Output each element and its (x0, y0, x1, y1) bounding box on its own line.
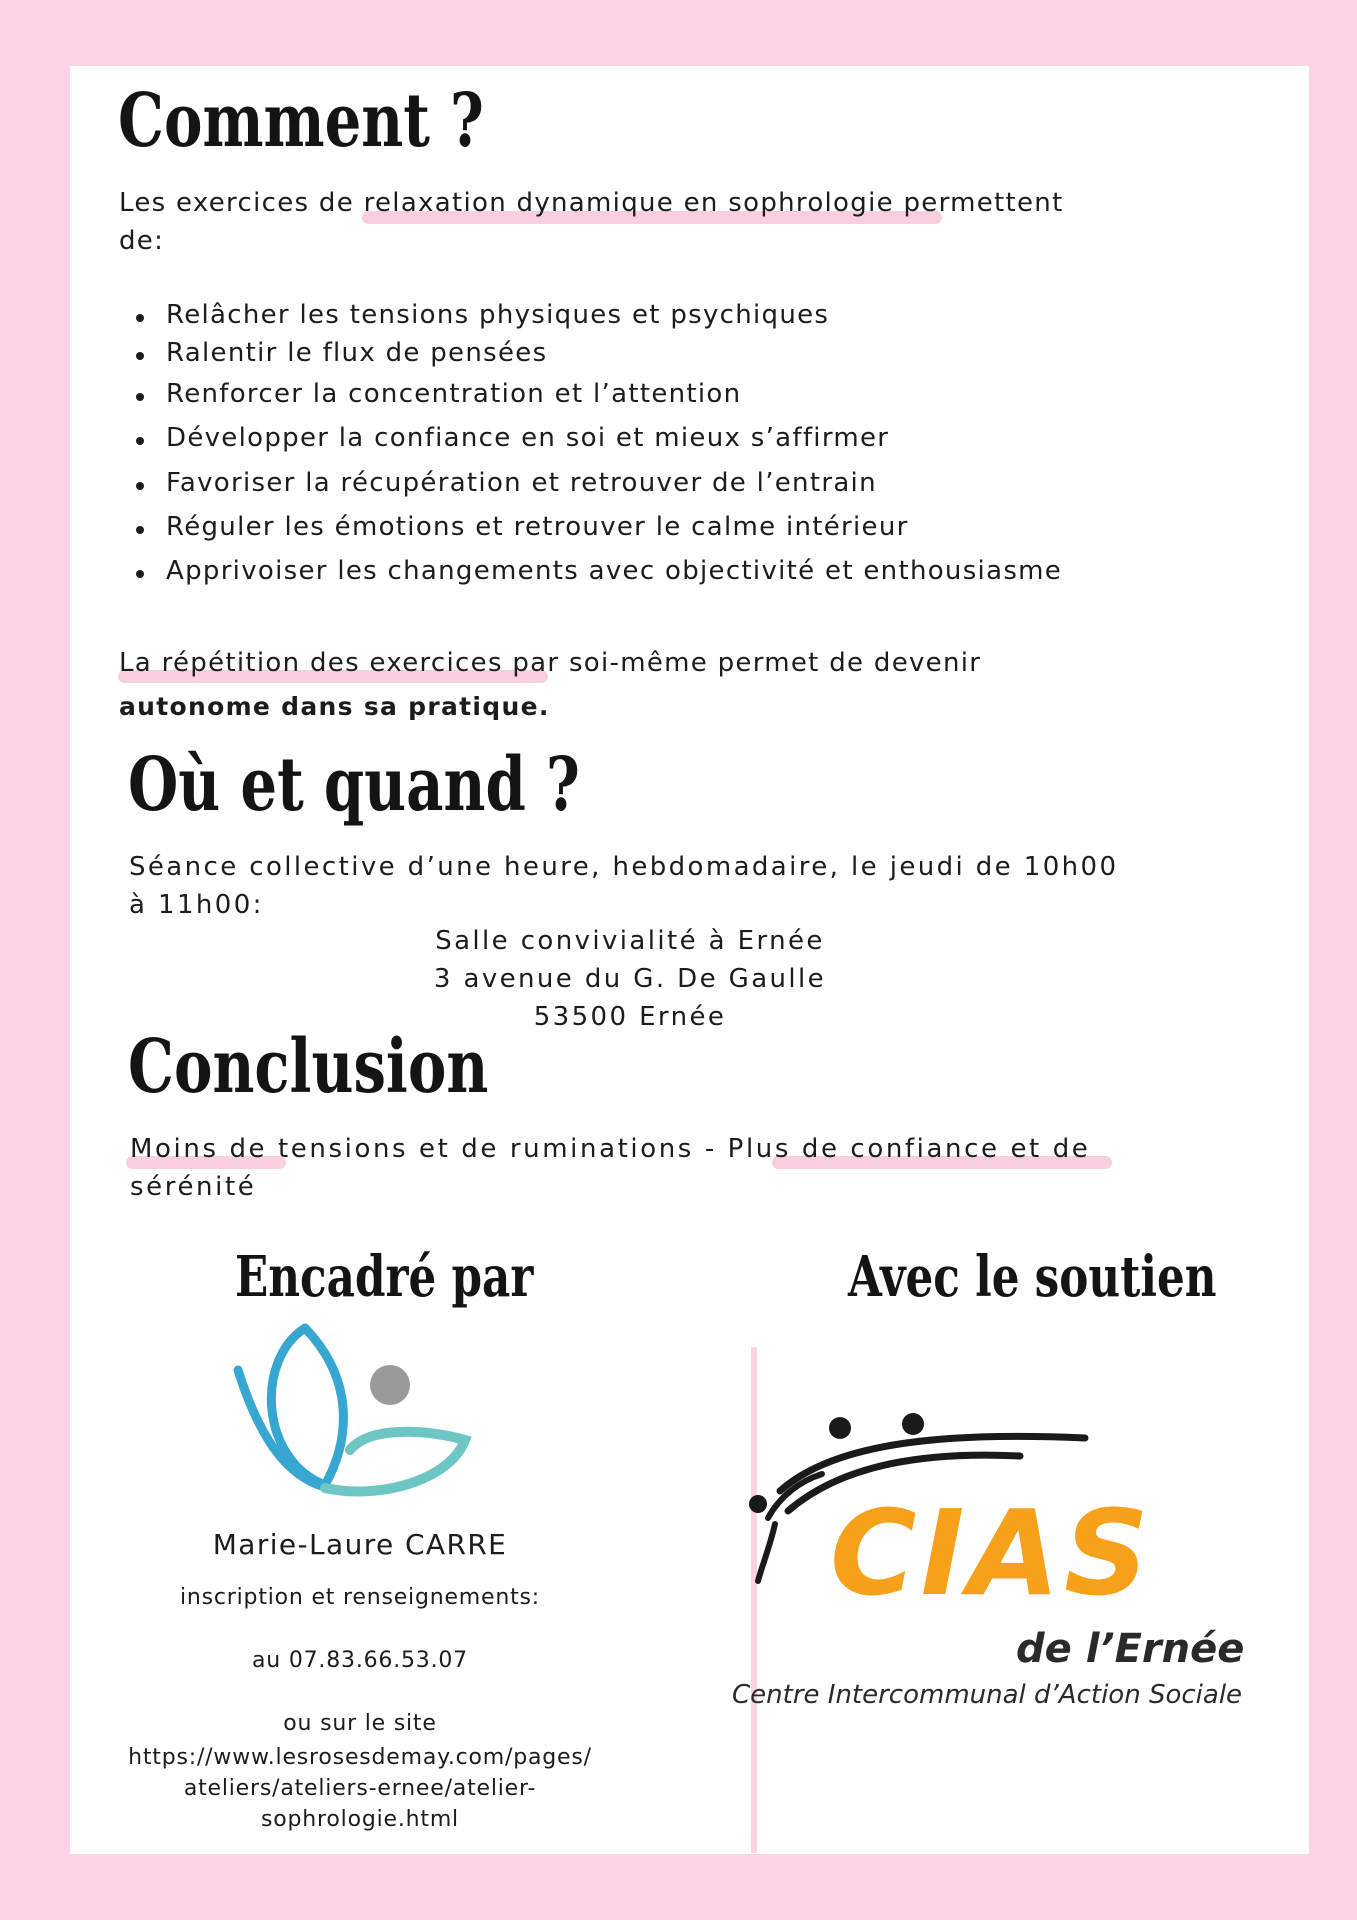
list-item: Favoriser la récupération et retrouver de l’entrain (166, 468, 877, 498)
where-when-heading: Où et quand ? (128, 742, 580, 828)
cias-logo-text: CIAS (830, 1484, 1153, 1622)
comment-intro (119, 184, 1064, 222)
schedule-line1: Séance collective d’une heure, hebdomadaire, le jeudi de 10h00 (129, 852, 1119, 882)
cias-logo-sub: de l’Ernée (1016, 1626, 1245, 1672)
address-block (420, 922, 840, 1036)
schedule-line2: à 11h00: (129, 890, 264, 920)
cias-caption: Centre Intercommunal d’Action Sociale (732, 1680, 1243, 1710)
comment-heading: Comment ? (118, 78, 484, 164)
repetition-line2: autonome dans sa pratique. (119, 692, 550, 721)
figure-head-icon (902, 1413, 924, 1435)
logo-wing-icon (238, 1370, 340, 1490)
address-line: 3 avenue du G. De Gaulle (433, 964, 827, 994)
intro-line2: de: (119, 226, 165, 256)
support-heading: Avec le soutien (848, 1244, 1217, 1310)
list-item: Réguler les émotions et retrouver le calme intérieur (166, 512, 909, 542)
supervised-heading: Encadré par (235, 1244, 534, 1310)
url-line[interactable]: https://www.lesrosesdemay.com/pages/ (128, 1745, 592, 1770)
intro-before: Les exercices de (119, 188, 354, 218)
list-item: Développer la confiance en soi et mieux s’affirmer (166, 423, 890, 453)
url-line[interactable]: ateliers/ateliers-ernee/atelier- (183, 1776, 537, 1801)
figure-head-icon (829, 1417, 851, 1439)
info-label: inscription et renseignements: (179, 1585, 541, 1610)
phone-number: au 07.83.66.53.07 (252, 1648, 468, 1673)
list-item: Relâcher les tensions physiques et psychiques (166, 300, 830, 330)
address-line: 53500 Ernée (533, 1002, 727, 1032)
address-line: Salle convivialité à Ernée (435, 926, 825, 956)
repetition-line1: La répétition des exercices par soi-même permet de devenir (119, 648, 982, 678)
conclusion-line1: Moins de tensions et de ruminations - Plus de confiance et de (130, 1134, 1091, 1164)
site-label: ou sur le site (283, 1711, 437, 1736)
supervisor-name: Marie-Laure CARRE (212, 1528, 508, 1561)
figure-leg-icon (758, 1524, 775, 1581)
intro-after: permettent (903, 188, 1064, 218)
intro-highlight: relaxation dynamique en sophrologie (363, 188, 894, 218)
logo-head-icon (370, 1365, 410, 1405)
butterfly-logo (230, 1320, 480, 1500)
list-item: Ralentir le flux de pensées (166, 338, 548, 368)
conclusion-line2: sérénité (130, 1172, 257, 1202)
list-item: Apprivoiser les changements avec objectivité et enthousiasme (166, 556, 1063, 586)
list-item: Renforcer la concentration et l’attention (166, 379, 742, 409)
site-url[interactable] (100, 1742, 620, 1835)
figure-head-icon (749, 1495, 767, 1513)
url-line[interactable]: sophrologie.html (261, 1807, 459, 1832)
conclusion-heading: Conclusion (128, 1024, 489, 1110)
logo-leaf-icon (325, 1432, 465, 1492)
flyer-card (70, 66, 1309, 1854)
